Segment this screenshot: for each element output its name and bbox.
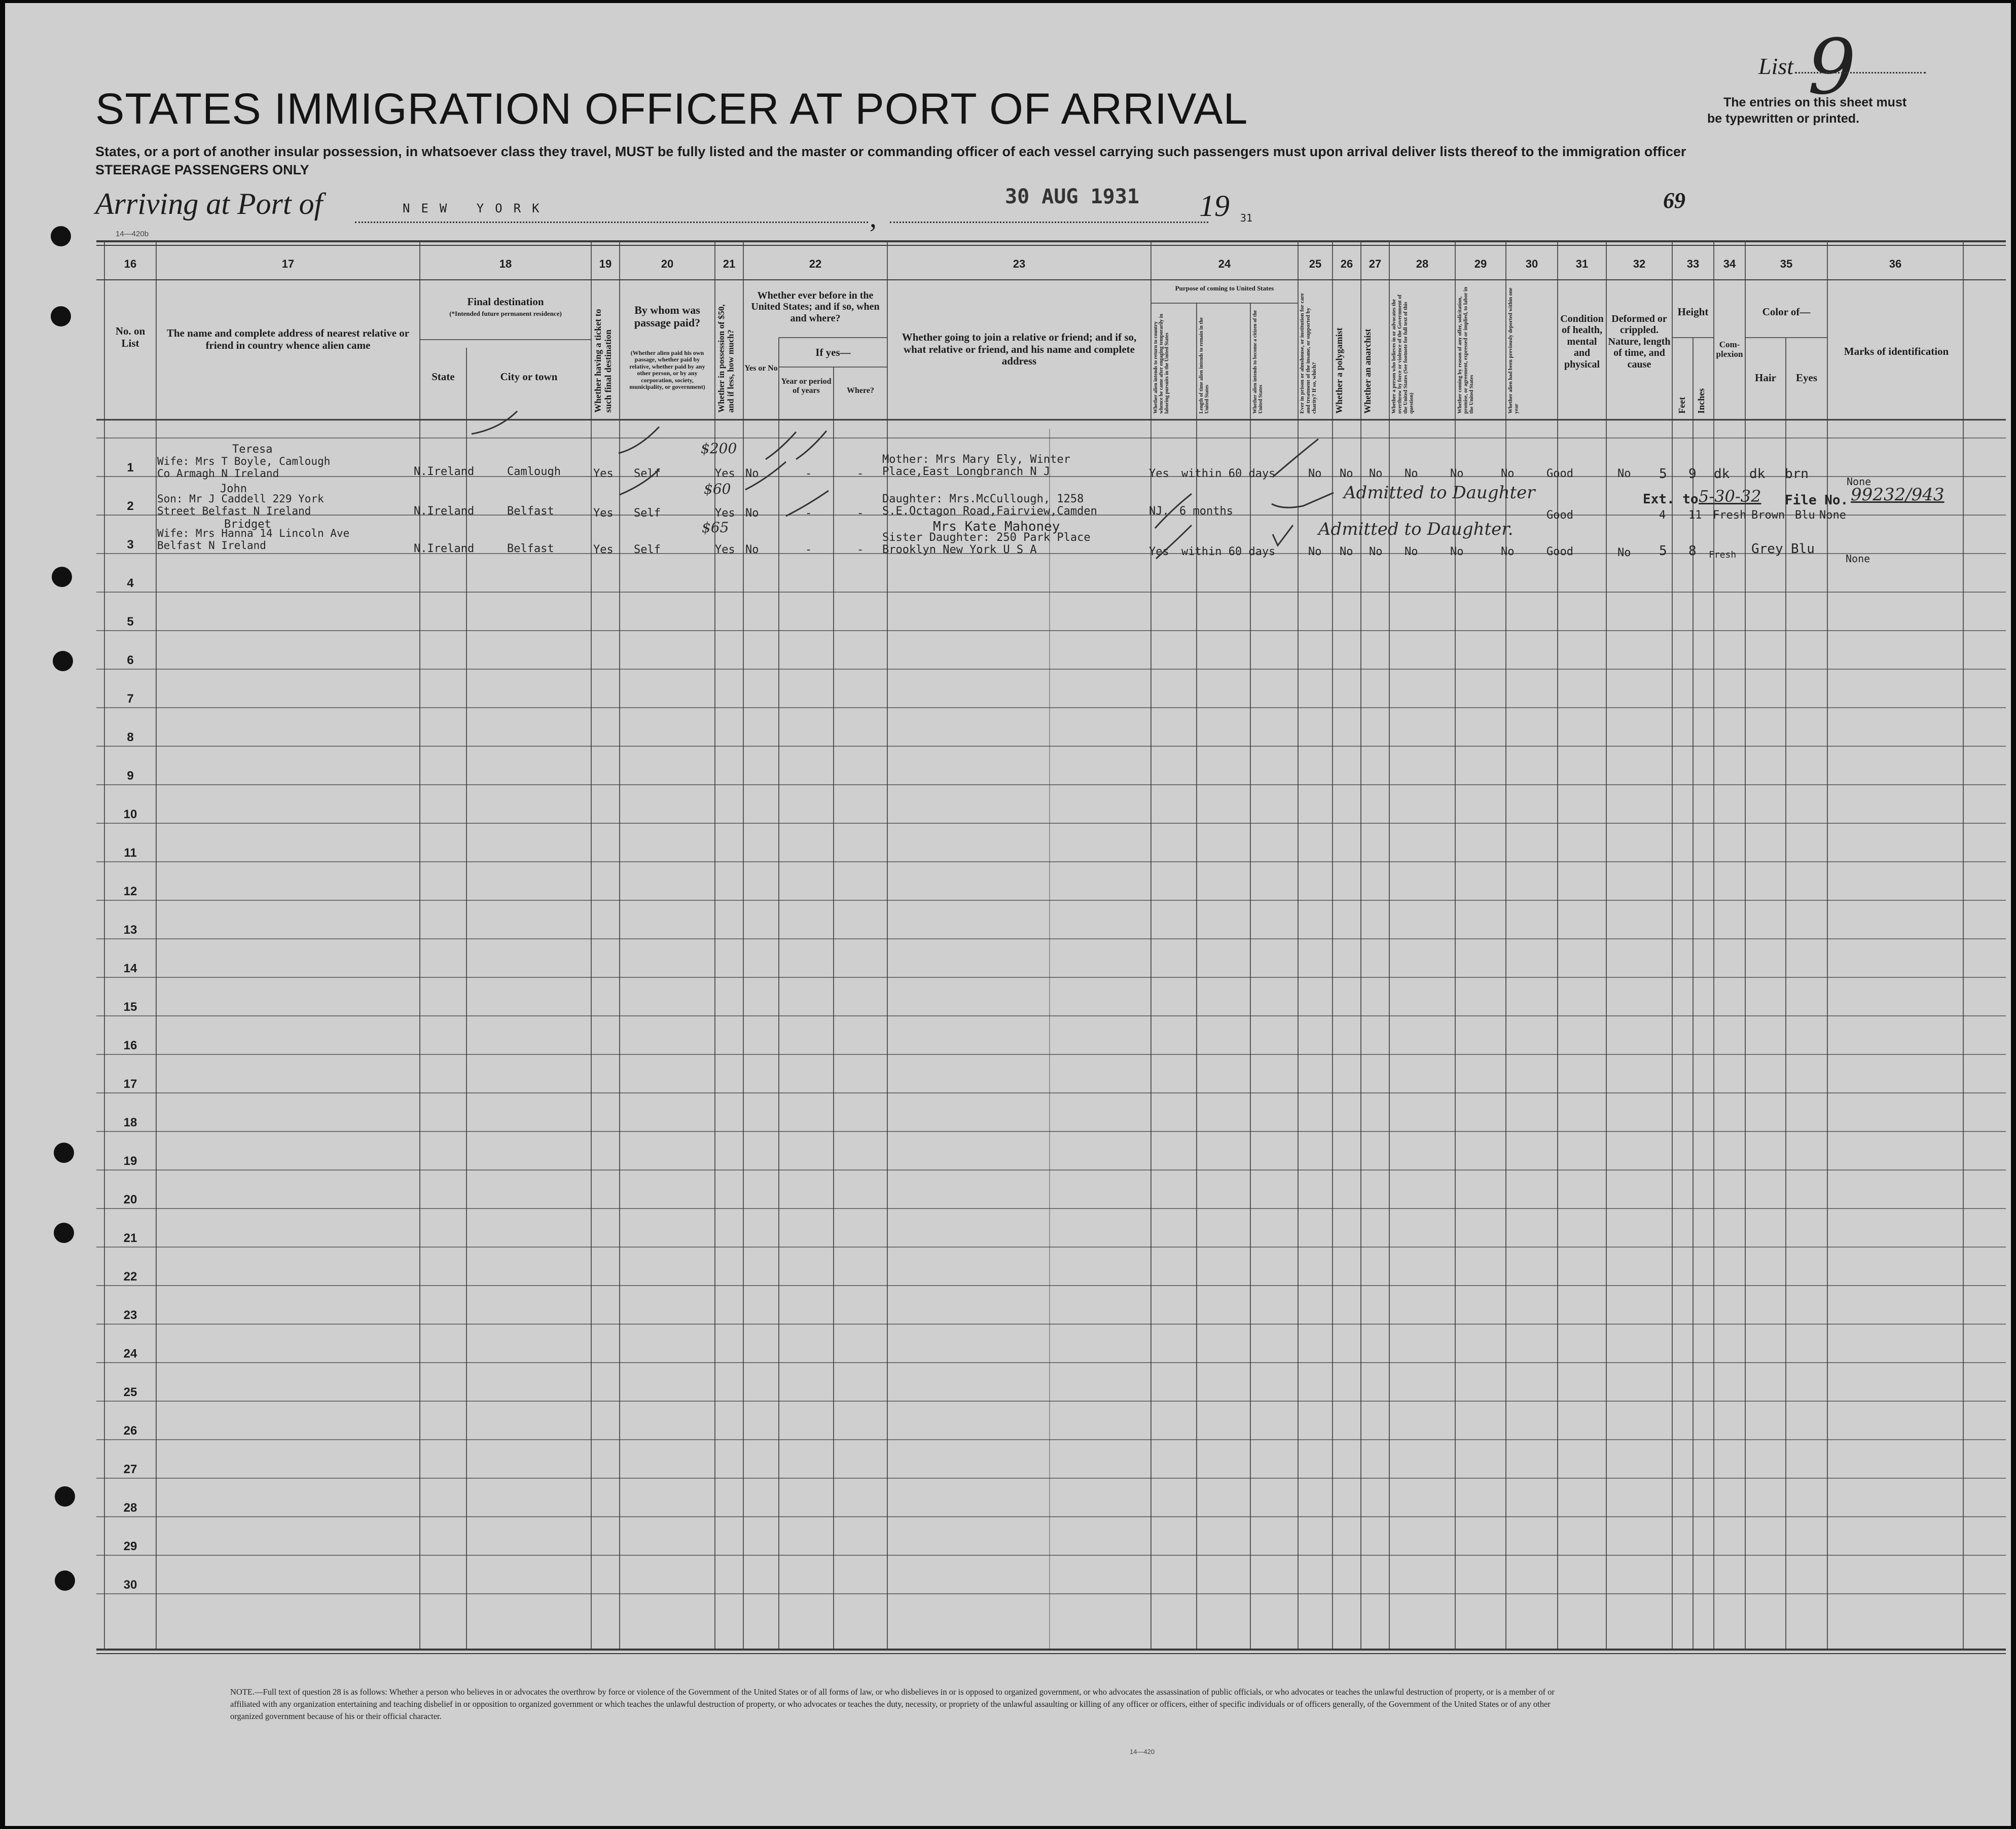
marks: None — [1819, 509, 1846, 522]
relative-address-line-1: Son: Mr J Caddell 229 York — [157, 493, 324, 505]
header-purpose-citizen: Whether alien intends to become a citizen of the United States — [1252, 310, 1264, 414]
eye-color: Blu — [1795, 509, 1815, 522]
col-num-21: 21 — [723, 258, 736, 270]
col-num-25: 25 — [1309, 258, 1322, 270]
col-num-34: 34 — [1723, 258, 1736, 270]
been-before: No — [745, 467, 759, 480]
header-relative-address: The name and complete address of nearest relative or friend in country whence alien came — [166, 327, 410, 351]
row-number: 6 — [127, 653, 134, 667]
overthrow: No — [1405, 545, 1418, 558]
check-mark — [786, 491, 829, 516]
form-number: 14—420b — [116, 230, 149, 238]
paid-by: Self — [634, 507, 661, 520]
punch-hole — [54, 1143, 74, 1163]
punch-hole — [51, 226, 71, 246]
col-num-31: 31 — [1575, 258, 1589, 270]
check-mark — [1155, 494, 1192, 528]
header-deformed: Deformed or crippled. Nature, length of time, and cause — [1608, 313, 1671, 370]
prison: No — [1308, 545, 1322, 558]
hair-color: dk — [1749, 466, 1766, 482]
dest-state: N.Ireland — [414, 505, 475, 518]
row-number: 18 — [123, 1116, 137, 1129]
date-stamp: 30 AUG 1931 — [1005, 185, 1139, 208]
purpose-length: within 60 days — [1181, 467, 1276, 480]
header-inches: Inches — [1696, 388, 1706, 414]
port-value: NEW YORK — [403, 201, 551, 215]
money-yes: Yes — [715, 467, 735, 480]
row-number: 16 — [123, 1039, 137, 1052]
check-mark — [619, 427, 659, 453]
money-amount: $65 — [702, 519, 729, 536]
marks: None — [1847, 475, 1871, 488]
anarchist: No — [1369, 467, 1383, 480]
join-line-1: Mother: Mrs Mary Ely, Winter — [882, 453, 1070, 466]
relative-name: Bridget — [224, 518, 271, 531]
been-before: No — [745, 543, 759, 556]
entries-note-line-2: be typewritten or printed. — [1707, 112, 1860, 126]
where: - — [857, 543, 864, 556]
col-num-17: 17 — [281, 258, 295, 270]
header-contract: Whether coming by reason of any offer, solicitation, promise, or agreement, expressed or implied, to labor in the United States — [1457, 287, 1475, 414]
relative-address-line-1: Wife: Mrs T Boyle, Camlough — [157, 455, 331, 467]
relative-address-line-1: Wife: Mrs Hanna 14 Lincoln Ave — [157, 527, 350, 539]
header-final-destination: Final destination — [467, 296, 544, 308]
header-health: Condition of health, mental and physical — [1560, 313, 1604, 370]
col-num-35: 35 — [1780, 258, 1793, 270]
header-height: Height — [1677, 306, 1709, 318]
header-if-yes: If yes— — [815, 346, 851, 358]
col-num-28: 28 — [1416, 258, 1429, 270]
join-name: Mrs Kate Mahoney — [933, 519, 1060, 534]
row-number: 28 — [123, 1501, 137, 1515]
complexion: dk — [1714, 466, 1730, 482]
col-num-20: 20 — [661, 258, 674, 270]
col-num-36: 36 — [1889, 258, 1902, 270]
deported: No — [1501, 467, 1515, 480]
header-deported: Whether alien had been previously deported within one year — [1508, 287, 1520, 414]
punch-hole — [55, 1486, 75, 1507]
health: Good — [1546, 509, 1573, 522]
header-money: Whether in possession of $50, and if less, how much? — [716, 304, 736, 413]
file-no-label: File No. — [1785, 493, 1849, 508]
header-color-of: Color of— — [1762, 306, 1811, 318]
header-feet: Feet — [1677, 397, 1687, 414]
header-year-period: Year or period of years — [781, 377, 832, 395]
deformed: No — [1617, 546, 1631, 559]
join-line-2: Place,East Longbranch N J — [882, 465, 1051, 478]
money-yes: Yes — [715, 507, 735, 520]
height-feet: 5 — [1659, 466, 1667, 482]
handwritten-marks — [5, 3, 2011, 611]
punch-hole — [52, 567, 72, 587]
subtitle-line-1: States, or a port of another insular possession, in whatsoever class they travel, MUST be fully listed and the master or commanding officer of each vessel carrying such passengers must upon arrival deliver lists thereof to the immigration officer — [95, 144, 1686, 159]
eye-color: brn — [1785, 466, 1809, 482]
year-period: - — [805, 467, 812, 480]
check-mark — [766, 432, 796, 459]
row-number: 2 — [127, 499, 134, 513]
row-number: 11 — [124, 846, 137, 860]
subtitle-line-2: STEERAGE PASSENGERS ONLY — [95, 162, 309, 177]
relative-address-line-2: Belfast N Ireland — [157, 539, 266, 552]
row-number: 22 — [123, 1270, 137, 1284]
header-yes-or-no: Yes or No — [744, 364, 778, 373]
complexion: Fresh — [1709, 550, 1737, 560]
header-city: City or town — [500, 371, 558, 383]
complexion: Fresh — [1713, 509, 1747, 522]
dest-state: N.Ireland — [414, 465, 475, 478]
footer-form-number: 14—420 — [1130, 1748, 1155, 1755]
col-num-18: 18 — [499, 258, 512, 270]
height-inches: 8 — [1688, 543, 1697, 559]
prison: No — [1308, 467, 1322, 480]
header-purpose: Purpose of coming to United States — [1175, 284, 1274, 292]
dest-city: Belfast — [507, 542, 554, 555]
row-number: 8 — [127, 730, 134, 744]
header-hair: Hair — [1755, 372, 1776, 384]
where: - — [857, 507, 864, 520]
purpose-length: within 60 days — [1181, 545, 1276, 558]
col-num-26: 26 — [1340, 258, 1353, 270]
header-polygamist: Whether a polygamist — [1334, 327, 1344, 414]
header-purpose-return: Whether alien intends to return to country whence he came after engaging temporarily in laboring pursuits in the United States — [1153, 314, 1170, 414]
row-number: 5 — [127, 615, 134, 629]
col-num-33: 33 — [1686, 258, 1700, 270]
ticket: Yes — [593, 507, 614, 520]
header-overthrow: Whether a person who believes in or advocates the overthrow by force or violence of the Government of the United States (See footnote for full text of this question) — [1391, 294, 1415, 414]
join-line-1: Daughter: Mrs.McCullough, 1258 — [882, 493, 1084, 505]
header-prison: Ever in prison or almshouse, or institution for care and treatment of the insane, or supported by charity? If so, which? — [1299, 293, 1318, 414]
relative-address-line-2: Street Belfast N Ireland — [157, 505, 311, 517]
ticket: Yes — [593, 467, 614, 480]
col-num-23: 23 — [1013, 258, 1026, 270]
been-before: No — [745, 507, 759, 520]
header-eyes: Eyes — [1796, 372, 1817, 384]
header-passage-paid: By whom was passage paid? — [634, 304, 701, 329]
row-number: 20 — [123, 1193, 137, 1206]
row-number: 7 — [127, 692, 134, 706]
header-purpose-length: Length of time alien intends to remain in the United States — [1199, 317, 1210, 414]
header-anarchist: Whether an anarchist — [1362, 328, 1373, 414]
handwritten-note: Admitted to Daughter. — [1318, 519, 1514, 539]
arriving-label: Arriving at Port of — [95, 187, 323, 221]
height-inches: 9 — [1688, 466, 1697, 482]
col-num-27: 27 — [1369, 258, 1382, 270]
row-number: 1 — [127, 461, 134, 474]
header-where: Where? — [847, 386, 874, 395]
header-no-on-list: No. on List — [115, 325, 146, 349]
header-passage-note: (Whether alien paid his own passage, whether paid by relative, whether paid by any other person, or by any corporation, society, municipality, or government) — [629, 349, 705, 391]
hair-color: Brown — [1751, 509, 1785, 522]
row-number: 14 — [123, 962, 137, 975]
row-number: 9 — [127, 769, 134, 783]
row-number: 10 — [123, 808, 137, 821]
check-mark — [472, 411, 517, 434]
eye-color: Blu — [1791, 541, 1815, 557]
year-period: - — [805, 507, 812, 520]
dest-city: Belfast — [507, 505, 554, 518]
year-label: 19 — [1199, 189, 1230, 223]
year-value: 31 — [1240, 212, 1253, 224]
header-been-before: Whether ever before in the United States; and if so, when and where? — [751, 290, 880, 324]
contract: No — [1450, 467, 1464, 480]
row-number: 21 — [123, 1231, 137, 1245]
dest-city: Camlough — [507, 465, 561, 478]
header-joining: Whether going to join a relative or friend; and if so, what relative or friend, and his name and complete address — [902, 331, 1137, 368]
punch-hole — [55, 1570, 75, 1591]
purpose-return: Yes — [1149, 467, 1169, 480]
check-mark — [620, 469, 659, 495]
row-number: 15 — [123, 1000, 137, 1014]
punch-hole — [53, 651, 73, 671]
list-number: 9 — [1808, 23, 1856, 112]
height-feet: 4 — [1659, 509, 1666, 522]
hair-color: Grey — [1751, 541, 1783, 557]
join-line-1: Sister Daughter: 250 Park Place — [882, 531, 1091, 544]
join-line-2: S.E.Octagon Road,Fairview,Camden — [882, 505, 1097, 518]
footer-note: NOTE.—Full text of question 28 is as follows: Whether a person who believes in or advocates the overthrow by force or violence of the Government of the United States or of all forms of law, or who disbelieves in or is opposed to organized government, or who advocates the assassination of public officials, or who advocates or teaches the unlawful destruction of property, or is a member of or affiliated with any organization entertaining and teaching disbelief in or opposition to organized government or which teaches the unlawful destruction of property, or who advocates or teaches the duty, necessity, or propriety of the unlawful assaulting or killing of any officer or officers, either of specific individuals or of officers generally, of the Government of the United States or of any other organized government because of his or their official character. — [230, 1687, 1555, 1721]
contract: No — [1450, 545, 1464, 558]
deformed: No — [1617, 467, 1631, 480]
row-number: 3 — [127, 538, 134, 552]
money-amount: $60 — [704, 481, 731, 497]
row-number: 24 — [123, 1347, 137, 1361]
header-final-destination-note: (*Intended future permanent residence) — [449, 310, 562, 317]
check-mark — [1156, 525, 1192, 559]
row-number: 12 — [123, 885, 137, 898]
col-num-32: 32 — [1633, 258, 1646, 270]
dest-state: N.Ireland — [414, 542, 475, 555]
row-number: 26 — [123, 1424, 137, 1438]
row-number: 29 — [123, 1540, 137, 1553]
check-mark — [1273, 525, 1293, 545]
row-number: 23 — [123, 1308, 137, 1322]
check-mark — [1272, 493, 1334, 507]
header-ticket: Whether having a ticket to such final destination — [593, 309, 613, 413]
purpose-return: Yes — [1149, 545, 1169, 558]
row-number: 25 — [123, 1385, 137, 1399]
join-line-2: Brooklyn New York U S A — [882, 543, 1037, 556]
page-number: 69 — [1663, 188, 1685, 213]
check-mark — [745, 462, 786, 490]
overthrow: No — [1405, 467, 1418, 480]
row-number: 19 — [123, 1154, 137, 1168]
row-number: 13 — [123, 923, 137, 937]
col-num-22: 22 — [809, 258, 822, 270]
punch-hole — [51, 306, 71, 326]
height-feet: 5 — [1659, 543, 1667, 559]
purpose-length: 6 months — [1179, 505, 1233, 518]
col-num-24: 24 — [1218, 258, 1231, 270]
marks: None — [1846, 553, 1870, 565]
relative-address-line-2: Co Armagh N Ireland — [157, 467, 279, 480]
page-title: STATES IMMIGRATION OFFICER AT PORT OF ARRIVAL — [95, 85, 1248, 133]
col-num-30: 30 — [1525, 258, 1538, 270]
paid-by: Self — [634, 467, 661, 480]
check-mark — [796, 431, 826, 459]
row-number: 30 — [123, 1578, 137, 1592]
ext-label: Ext. to — [1643, 492, 1699, 507]
header-state: State — [431, 371, 455, 383]
col-num-16: 16 — [124, 258, 137, 270]
row-number: 4 — [127, 576, 134, 590]
money-yes: Yes — [715, 543, 735, 556]
money-amount: $200 — [701, 440, 737, 457]
port-comma: , — [870, 202, 877, 234]
anarchist: No — [1369, 545, 1383, 558]
polygamist: No — [1340, 467, 1353, 480]
col-num-19: 19 — [599, 258, 612, 270]
row-number: 27 — [123, 1462, 137, 1476]
join-state: NJ. — [1149, 505, 1169, 518]
paid-by: Self — [634, 543, 661, 556]
polygamist: No — [1340, 545, 1353, 558]
entries-note-line-1: The entries on this sheet must — [1723, 95, 1907, 109]
check-mark — [1273, 439, 1318, 477]
punch-hole — [54, 1223, 74, 1243]
row-number: 17 — [123, 1077, 137, 1091]
handwritten-note: Admitted to Daughter — [1344, 483, 1535, 503]
header-marks: Marks of identification — [1844, 345, 1949, 357]
year-period: - — [805, 543, 812, 556]
height-inches: 11 — [1688, 509, 1702, 522]
ticket: Yes — [593, 543, 614, 556]
where: - — [857, 467, 864, 480]
manifest-sheet — [5, 3, 2011, 1826]
list-label: List — [1758, 53, 1794, 79]
relative-name: Teresa — [232, 443, 273, 456]
col-num-29: 29 — [1474, 258, 1487, 270]
health: Good — [1546, 545, 1573, 558]
deported: No — [1501, 545, 1515, 558]
ext-date: 5-30-32 — [1699, 487, 1761, 506]
health: Good — [1546, 467, 1573, 480]
relative-name: John — [220, 483, 247, 495]
header-complexion: Com-plexion — [1716, 340, 1743, 359]
file-number: 99232/943 — [1851, 485, 1945, 505]
